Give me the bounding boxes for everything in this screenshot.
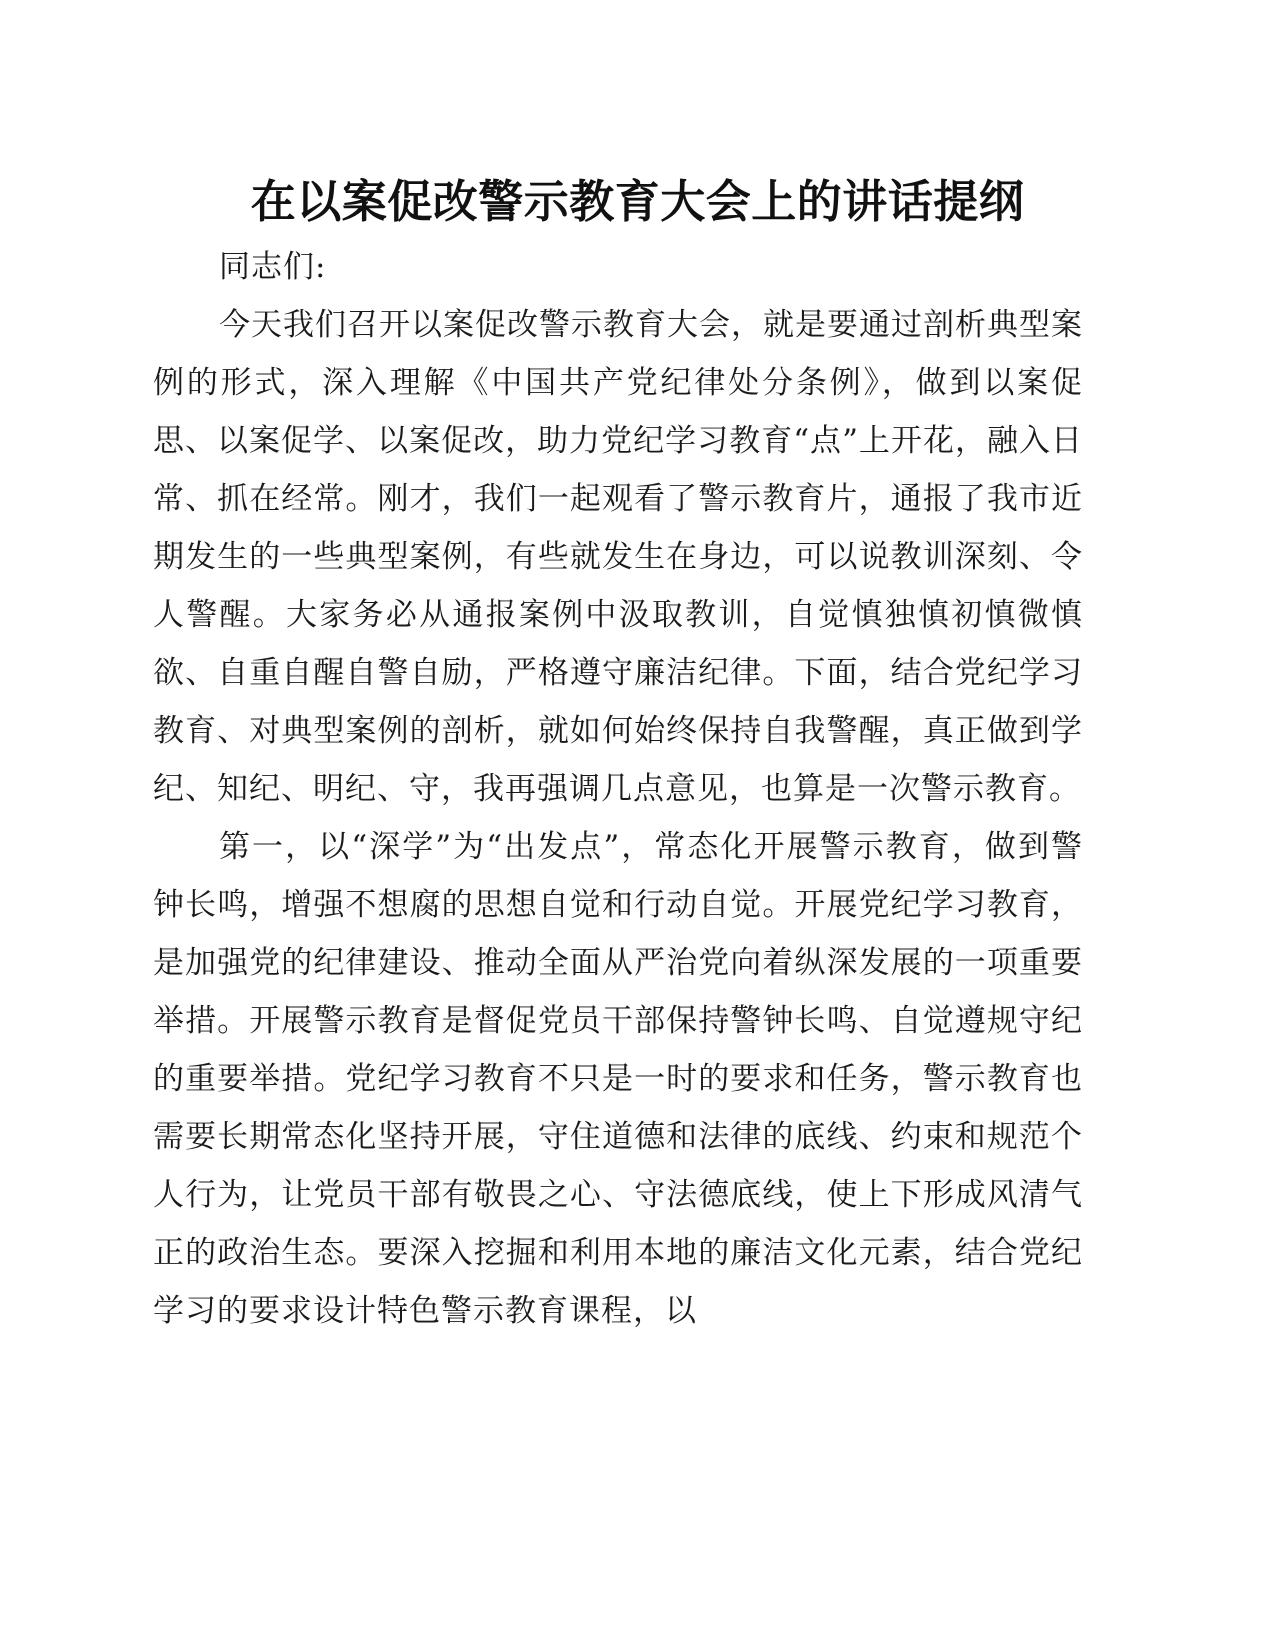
paragraph-intro: 今天我们召开以案促改警示教育大会，就是要通过剖析典型案例的形式，深入理解《中国共产党纪律处分条例》，做到以案促思、以案促学、以案促改，助力党纪学习教育“点”上开花，融入日常、抓在经常。刚才，我们一起观看了警示教育片，通报了我市近期发生的一些典型案例，有些就发生在身边，可以说教训深刻、令人警醒。大家务必从通报案例中汲取教训，自觉慎独慎初慎微慎欲、自重自醒自警自励，严格遵守廉洁纪律。下面，结合党纪学习教育、对典型案例的剖析，就如何始终保持自我警醒，真正做到学纪、知纪、明纪、守，我再强调几点意见，也算是一次警示教育。 (153, 307, 1083, 807)
paragraph-point-one: 第一，以“深学”为“出发点”，常态化开展警示教育，做到警钟长鸣，增强不想腐的思想自觉和行动自觉。开展党纪学习教育，是加强党的纪律建设、推动全面从严治党向着纵深发展的一项重要举措。开展警示教育是督促党员干部保持警钟长鸣、自觉遵规守纪的重要举措。党纪学习教育不只是一时的要求和任务，警示教育也需要长期常态化坚持开展，守住道德和法律的底线、约束和规范个人行为，让党员干部有敬畏之心、守法德底线，使上下形成风清气正的政治生态。要深入挖掘和利用本地的廉洁文化元素，结合党纪学习的要求设计特色警示教育课程，以 (153, 829, 1083, 1329)
document-body (153, 238, 1083, 1340)
document-title: 在以案促改警示教育大会上的讲话提纲 (250, 175, 1025, 228)
salutation: 同志们: (219, 249, 327, 285)
